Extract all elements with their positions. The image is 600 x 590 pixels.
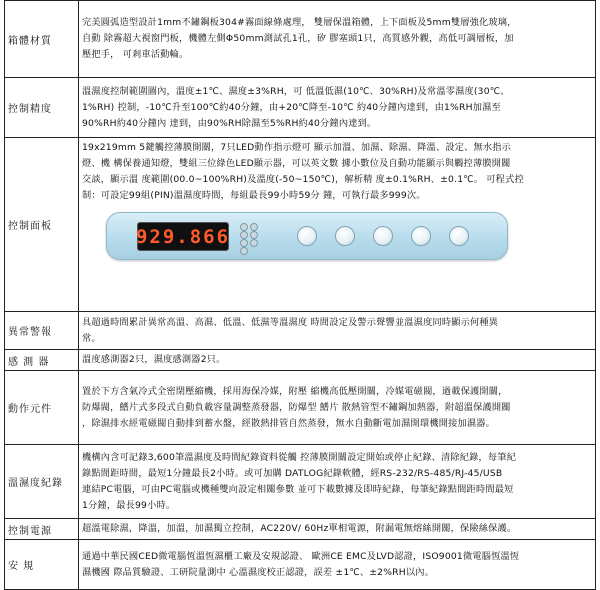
content-line: 溫度感測器2只，濕度感測器2只。 <box>82 354 226 365</box>
content-line: 濕機國 際品質驗證、工研院量測中 心溫濕度校正認證，誤差 ±1℃、±2%RH以內。 <box>82 566 435 578</box>
content-line: 1分鐘，最長99小時。 <box>82 499 176 511</box>
content-line: 交談，顯示溫 度範圍(00.0~100%RH)及溫度(-50~150℃)，解析精 度±0.1%RH、±0.1℃。 可程式控 <box>82 174 524 185</box>
spec-row <box>5 445 596 519</box>
content-line: 防爆閥，鰭片式多段式自動負載容量調整蒸發器，防爆型 鰭片 散熱管型不鏽鋼加熱器，附超溫保護開關 <box>82 401 511 413</box>
spec-table <box>4 0 596 590</box>
content-line: 90%RH約40分鐘內 達到，由90%RH除濕至5%RH約40分鐘內達到。 <box>82 117 377 129</box>
spec-row <box>5 1 596 78</box>
row-label: 控制電源 <box>5 519 79 540</box>
indicator-led <box>250 239 258 247</box>
content-line: 溫濕度控制範圍圖內，溫度±1℃、濕度±3%RH，可 低溫低濕(10℃、30%RH)及常溫零濕度(30℃、 <box>82 85 510 97</box>
spec-row <box>5 350 596 371</box>
led-display <box>137 222 229 251</box>
row-label: 箱體材質 <box>5 1 79 78</box>
content-line: 錄點間距時間，最短1分鐘最長2小時。或可加購 DATLOG紀錄軟體，經RS-232/RS-485/RJ-45/USB <box>82 467 503 479</box>
panel-touch-button <box>449 226 469 246</box>
content-line: 超溫電除濕，降溫，加溫，加濕獨立控制，AC220V/ 60Hz單相電源，附漏電無熔絲開關，保險絲保護。 <box>82 523 517 534</box>
indicator-led <box>240 239 248 247</box>
spec-row <box>5 540 596 590</box>
content-line: 機構內含可記錄3,600筆溫濕度及時間紀錄資料從觸 控薄膜開關設定開始或停止紀錄、清除紀錄，每筆紀 <box>82 451 517 463</box>
row-label: 動作元件 <box>5 371 79 445</box>
control-panel <box>106 212 508 260</box>
row-content <box>79 1 596 78</box>
spec-row <box>5 138 596 312</box>
row-content <box>79 312 596 350</box>
row-content <box>79 371 596 445</box>
row-content <box>79 138 596 312</box>
indicator-led <box>250 231 258 239</box>
spec-row <box>5 78 596 138</box>
content-line: 制：可設定99組(PIN)溫濕度時間，每組最長99小時59分 鐘，可執行最多999次。 <box>82 190 426 201</box>
content-line: 1%RH) 控制，-10℃升至100℃約40分鐘，由+20℃降至-10℃ 約40分鐘內達到，由1%RH加濕至 <box>82 101 501 113</box>
row-content <box>79 350 596 371</box>
content-line: 置於下方含氣冷式全密閉壓縮機，採用海保冷媒，附壓 縮機高低壓開關，冷媒電磁閥，過載保護開關， <box>82 385 508 397</box>
row-content <box>79 78 596 138</box>
content-line: 常。 <box>82 332 101 344</box>
spec-row <box>5 312 596 350</box>
content-line: 壓把手， 可剎車活動輪。 <box>82 49 189 60</box>
indicator-led <box>240 223 248 231</box>
indicator-led <box>240 247 248 255</box>
panel-touch-button <box>335 226 355 246</box>
row-label: 溫濕度紀錄 <box>5 445 79 519</box>
row-content <box>79 519 596 540</box>
spec-row <box>5 371 596 445</box>
led-display-value: 929.866 <box>135 225 231 248</box>
content-line: ，除濕排水經電磁閥自動排到蓄水盤，經散熱排管自然蒸發，無水自動斷電加濕開環機開接加濕器。 <box>82 417 496 429</box>
panel-touch-button <box>373 226 393 246</box>
panel-touch-button <box>411 226 431 246</box>
content-line: 自動 除霧超大視窗門板，機體左側Φ50mm測試孔1孔，矽 膠塞頭1只，高質感外觀，高低可調層板，加 <box>82 33 514 44</box>
row-content <box>79 540 596 590</box>
control-panel-image <box>106 212 592 260</box>
content-line: 通過中華民國CED微電腦恆溫恆濕櫃工廠及安規認證、 歐洲CE EMC及LVD認證，ISO9001微電腦恆溫恆 <box>82 550 520 562</box>
row-label: 控制精度 <box>5 78 79 138</box>
content-line: 19x219mm 5鍵觸控薄膜開關，7只LED動作指示燈可 顯示加溫、加濕、除濕、降溫、設定、無水指示 <box>82 142 512 153</box>
content-line: 連結PC電腦，可由PC電腦或機種雙向設定相關參數 並可下載數據及即時紀錄，每筆紀錄點間距時間最短 <box>82 483 514 495</box>
content-line: 燈、機 構保養通知燈，雙組三位綠色LED顯示器，可以英文數 據小數位及自動功能顯示與觸控薄膜開關 <box>82 158 511 169</box>
content-line: 具超過時間累計異常高溫、高濕、低溫、低濕等溫濕度 時間設定及警示聲響並溫濕度同時顯示何種異 <box>82 316 499 328</box>
row-label: 安 規 <box>5 540 79 590</box>
spec-row <box>5 519 596 540</box>
panel-touch-button <box>297 226 317 246</box>
row-content <box>79 445 596 519</box>
row-label: 異常警報 <box>5 312 79 350</box>
row-label: 感 測 器 <box>5 350 79 371</box>
content-line: 完美圓弧造型設計1mm不鏽鋼板304#霧面線條處理， 雙層保溫箱體，上下面板及5mm雙層強化玻璃， <box>82 17 517 28</box>
indicator-led <box>240 231 248 239</box>
indicator-led <box>250 223 258 231</box>
row-label: 控制面板 <box>5 138 79 312</box>
